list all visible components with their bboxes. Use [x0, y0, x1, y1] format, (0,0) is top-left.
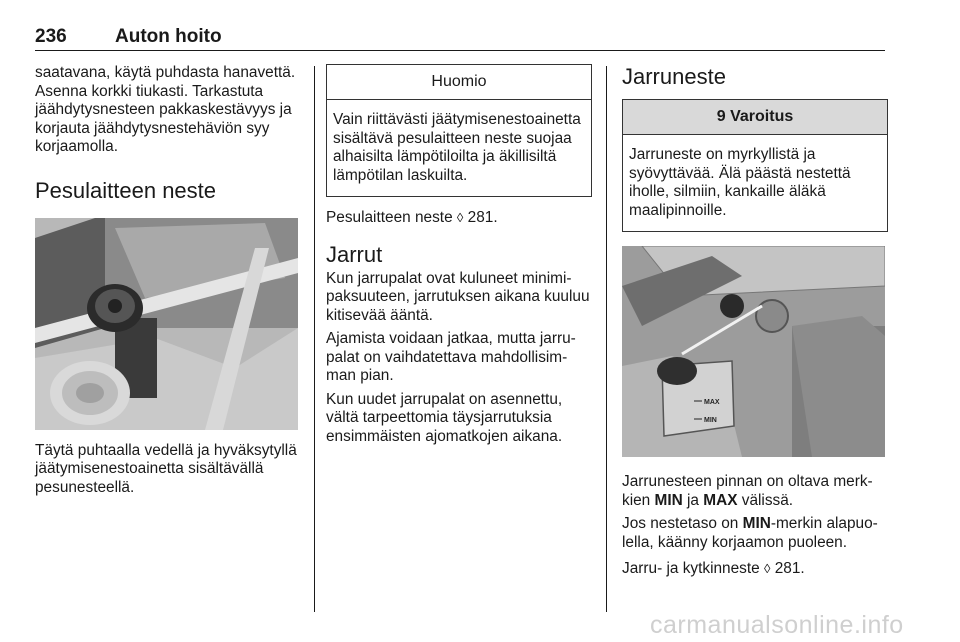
- warning-header: [623, 100, 887, 135]
- column-2: [326, 64, 592, 451]
- warning-body: Jarruneste on myrkyllistä ja syövyttävää. Älä päästä nestettä iholle, silmiin, kankaille äläkä maalipinnoille.: [629, 146, 851, 219]
- reference-text: Jarru- ja kytkinneste: [622, 560, 760, 577]
- washer-fluid-photo: [35, 218, 298, 430]
- reference-page: 281.: [467, 209, 498, 226]
- max-mark-label: MAX: [704, 399, 720, 406]
- brakes-paragraph-3: Kun uudet jarrupalat on asennettu, vältä tarpeettomia täysjarrutuksia ensimmäisten ajomatkojen aikana.: [326, 390, 563, 445]
- page-ref-icon: ◊: [764, 561, 771, 576]
- level-text-a: Jarrunesteen pinnan on oltava merkkien: [622, 473, 873, 509]
- notice-body: Vain riittävästi jäätymisenestoainetta sisältävä pesulaitteen neste suojaa alhaisilta lämpötiloilta ja äkillisiltä lämpötilan laskuilta.: [333, 111, 581, 184]
- column-divider-1: [314, 66, 315, 612]
- header-rule: [35, 50, 885, 51]
- washer-fill-paragraph: Täytä puhtaalla vedellä ja hyväksytyllä jäätymisenestoainetta sisältävällä pesunesteellä.: [35, 441, 297, 496]
- min-label-2: MIN: [742, 515, 771, 532]
- section-heading-brakes: Jarrut: [326, 241, 383, 267]
- warning-icon: 9: [716, 108, 726, 125]
- notice-box: [326, 64, 592, 197]
- brake-fluid-level-paragraph: [622, 473, 888, 510]
- column-3: [622, 64, 888, 584]
- section-heading-washer-fluid: Pesulaitteen neste: [35, 177, 217, 203]
- low-text-c: -merkin alapuolella, käänny korjaamon puoleen.: [622, 515, 878, 551]
- brake-fluid-low-paragraph: [622, 515, 888, 552]
- intro-paragraph: saatavana, käytä puhdasta hanavettä. Asenna korkki tiukasti. Tarkastuta jäähdytysnesteen pakkaskestävyys ja korjauta jäähdytysnestehäviön syy korjaamolla.: [35, 64, 296, 155]
- chapter-title: Auton hoito: [115, 26, 222, 47]
- notice-title: Huomio: [327, 65, 591, 100]
- page-header: [35, 22, 885, 52]
- brake-fluid-photo: [622, 246, 885, 457]
- section-heading-brake-fluid: Jarruneste: [622, 64, 726, 89]
- warning-title: Varoitus: [730, 108, 794, 125]
- max-label: MAX: [703, 491, 738, 509]
- brakes-paragraph-2: Ajamista voidaan jatkaa, mutta jarrupalat on vaihdatettava mahdollisimman pian.: [326, 330, 576, 384]
- reference-text: Pesulaitteen neste: [326, 209, 453, 226]
- reference-page: 281.: [774, 560, 805, 577]
- column-divider-2: [606, 66, 607, 612]
- brakes-paragraph-1: Kun jarrupalat ovat kuluneet minimipaksuuteen, jarrutuksen aikana kuuluu kitisevää ääntä.: [326, 269, 590, 324]
- level-text-c: ja: [682, 491, 704, 509]
- low-text-a: Jos nestetaso on: [622, 515, 743, 532]
- warning-box: [622, 99, 888, 232]
- page-ref-icon: ◊: [456, 210, 464, 225]
- washer-fluid-reference: [326, 209, 592, 228]
- brake-fluid-reference: [622, 560, 888, 579]
- level-text-d: välissä.: [737, 491, 794, 509]
- footer-watermark: carmanualsonline.info: [650, 611, 904, 639]
- min-mark-label: MIN: [704, 417, 717, 424]
- column-1: [35, 64, 300, 502]
- page-number: 236: [35, 26, 67, 47]
- min-label-1: MIN: [654, 491, 683, 509]
